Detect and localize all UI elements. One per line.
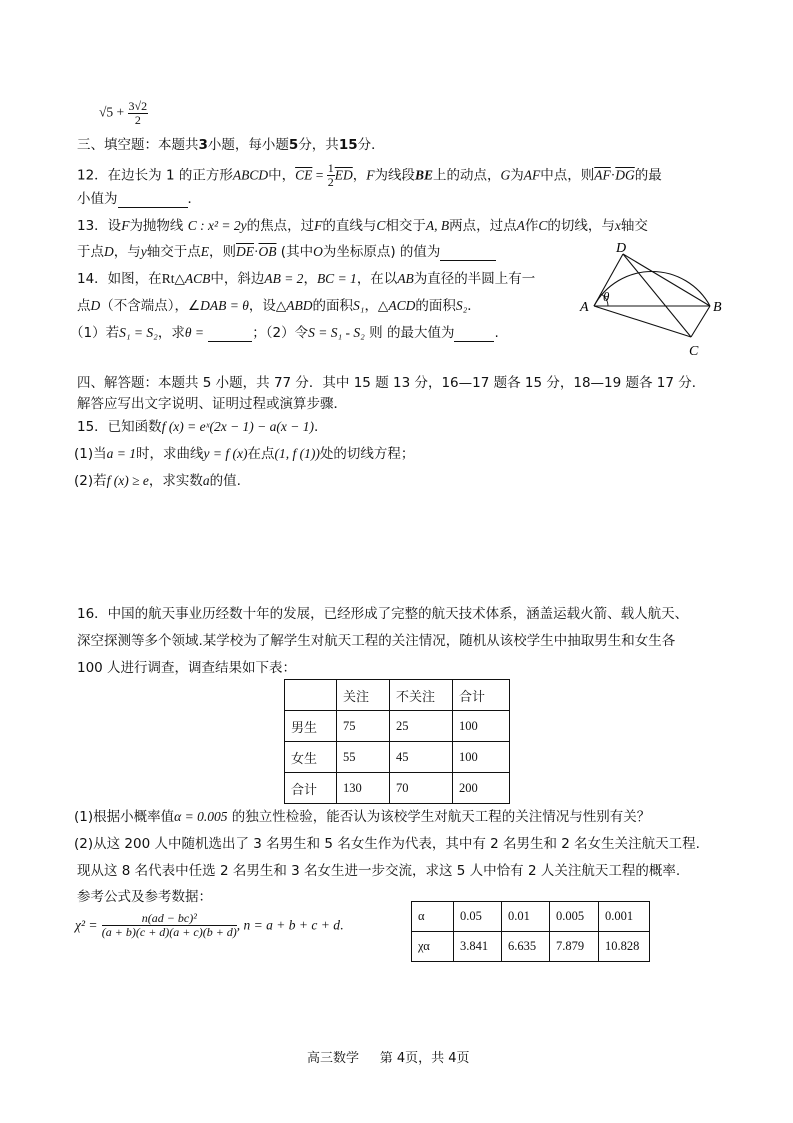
table-cell: 合计 <box>285 773 337 804</box>
table-cell: α <box>412 902 454 932</box>
question-13-line-1: 13．设F为抛物线 C : x² = 2y的焦点，过F的直线与C相交于A, B两点，过点A作C的切线，与x轴交 <box>77 218 648 234</box>
segment-bc <box>691 306 710 337</box>
question-12-line-1: 12．在边长为 1 的正方形ABCD中，$\overline{CE}$ = $\frac{1}{2}$ $\overline{ED}$，F为线段BE上的动点，G为AF中点，则$\overline{AF}\cdot\overline{DG}$的最 <box>77 161 662 189</box>
table-cell: 男生 <box>285 711 337 742</box>
table-cell: 100 <box>453 742 510 773</box>
table-row <box>285 711 510 742</box>
table-row <box>412 902 650 932</box>
question-15-part-1: (1)当a = 1时，求曲线y = f (x)在点(1, f (1))处的切线方程； <box>74 446 415 462</box>
survey-table <box>284 679 510 804</box>
table-header-cell: 不关注 <box>390 680 453 711</box>
critical-value-table <box>411 901 650 962</box>
table-cell: 75 <box>337 711 390 742</box>
footer-page-number: 第 4页，共 4页 <box>379 1051 470 1066</box>
question-14-line-2: 点D（不含端点），∠DAB = θ，设△ABD的面积S₁，△ACD的面积S₂． <box>77 298 481 314</box>
label-c: C <box>689 344 699 359</box>
chi-square-formula: χ² = $\frac{\text{n(ad − bc)²}}{(a + b)(c + d)(a + c)(b + d)}$ , n = a + b + c + d. <box>75 911 344 939</box>
question-15-intro: 15．已知函数f (x) = eˣ(2x − 1) − a(x − 1). <box>77 419 319 435</box>
question-16-line-1: 16．中国的航天事业历经数十年的发展，已经形成了完整的航天技术体系，涵盖运载火箭、载人航天、 <box>77 606 689 622</box>
table-cell: 0.005 <box>550 902 599 932</box>
question-16-part-1: (1)根据小概率值α = 0.005 的独立性检验，能否认为该校学生对航天工程的关注情况与性别有关？ <box>74 809 651 825</box>
table-cell: 0.001 <box>599 902 650 932</box>
question-12-line-2: 小值为 ． <box>77 191 201 207</box>
table-cell: 7.879 <box>550 932 599 962</box>
label-b: B <box>713 300 722 315</box>
answer-blank-14-1 <box>208 327 252 342</box>
table-cell: 6.635 <box>502 932 550 962</box>
table-header-row <box>285 680 510 711</box>
footer-subject: 高三数学 <box>307 1051 360 1066</box>
table-header-cell: 合计 <box>453 680 510 711</box>
chi-square-fraction: $\frac{\text{n(ad − bc)²}}{(a + b)(c + d)(a + c)(b + d)}$ <box>101 911 237 939</box>
segment-ac <box>594 306 691 337</box>
question-14-line-3: （1）若S₁ = S₂，求θ = ；（2）令S = S₁ - S₂ 则 的最大值为 . <box>70 325 499 341</box>
table-cell: 45 <box>390 742 453 773</box>
question-16-line-3: 100 人进行调查，调查结果如下表： <box>77 660 297 676</box>
table-cell: 55 <box>337 742 390 773</box>
segment-db <box>623 254 710 306</box>
question-16-line-2: 深空探测等多个领域.某学校为了解学生对航天工程的关注情况，随机从该校学生中抽取男生和女生各 <box>77 633 676 649</box>
table-cell: 130 <box>337 773 390 804</box>
label-a: A <box>580 300 589 315</box>
fraction-half: $\frac{1}{2}$ <box>327 161 334 189</box>
question-16-part-2-line-1: (2)从这 200 人中随机选出了 3 名男生和 5 名女生作为代表，其中有 2 名男生和 2 名女生关注航天工程. <box>74 836 700 852</box>
table-row <box>285 742 510 773</box>
question-14-line-1: 14．如图，在Rt△ACB中，斜边AB = 2，BC = 1，在以AB为直径的半圆上有一 <box>77 271 536 287</box>
segment-dc <box>623 254 691 337</box>
sqrt5: √5 <box>99 104 114 120</box>
question-13-line-2: 于点D，与y轴交于点E，则$\overline{DE}\cdot\overline{OB}$ (其中O为坐标原点) 的值为 <box>77 243 496 261</box>
label-d: D <box>616 241 627 256</box>
table-cell: 3.841 <box>454 932 502 962</box>
answer-blank-13 <box>440 246 496 261</box>
vector-ed: $\overline{ED}$ <box>334 167 353 183</box>
table-cell: 女生 <box>285 742 337 773</box>
table-row <box>412 932 650 962</box>
page-footer <box>307 1050 470 1068</box>
table-header-cell: 关注 <box>337 680 390 711</box>
table-cell: 100 <box>453 711 510 742</box>
table-cell: 25 <box>390 711 453 742</box>
table-cell: 10.828 <box>599 932 650 962</box>
table-cell: 200 <box>453 773 510 804</box>
semicircle-figure <box>578 238 728 360</box>
table-row <box>285 773 510 804</box>
reference-label: 参考公式及参考数据： <box>77 889 212 905</box>
section-4-subheading: 解答应写出文字说明、证明过程或演算步骤． <box>77 396 347 412</box>
question-15-part-2: (2)若f (x) ≥ e，求实数a的值. <box>74 473 241 489</box>
vector-ce: $\overline{CE}$ <box>295 167 313 183</box>
section-4-heading: 四、解答题：本题共 5 小题，共 77 分．其中 15 题 13 分，16—17 题各 15 分，18—19 题各 17 分． <box>77 375 706 391</box>
table-cell: 0.01 <box>502 902 550 932</box>
answer-blank-14-2 <box>454 327 494 342</box>
table-cell: 70 <box>390 773 453 804</box>
label-theta: θ <box>603 289 610 304</box>
answer-blank-12 <box>118 193 188 208</box>
fraction-3root2-over-2: $\frac{3√2}{2}$ <box>128 99 148 127</box>
section-3-heading: 三、填空题：本题共3小题，每小题5分，共15分． <box>77 137 385 153</box>
top-expression: √5 + $\frac{3√2}{2}$ <box>99 99 148 127</box>
table-header-cell <box>285 680 337 711</box>
question-16-part-2-line-2: 现从这 8 名代表中任选 2 名男生和 3 名女生进一步交流，求这 5 人中恰有 2 人关注航天工程的概率. <box>77 863 681 879</box>
table-cell: χα <box>412 932 454 962</box>
table-cell: 0.05 <box>454 902 502 932</box>
